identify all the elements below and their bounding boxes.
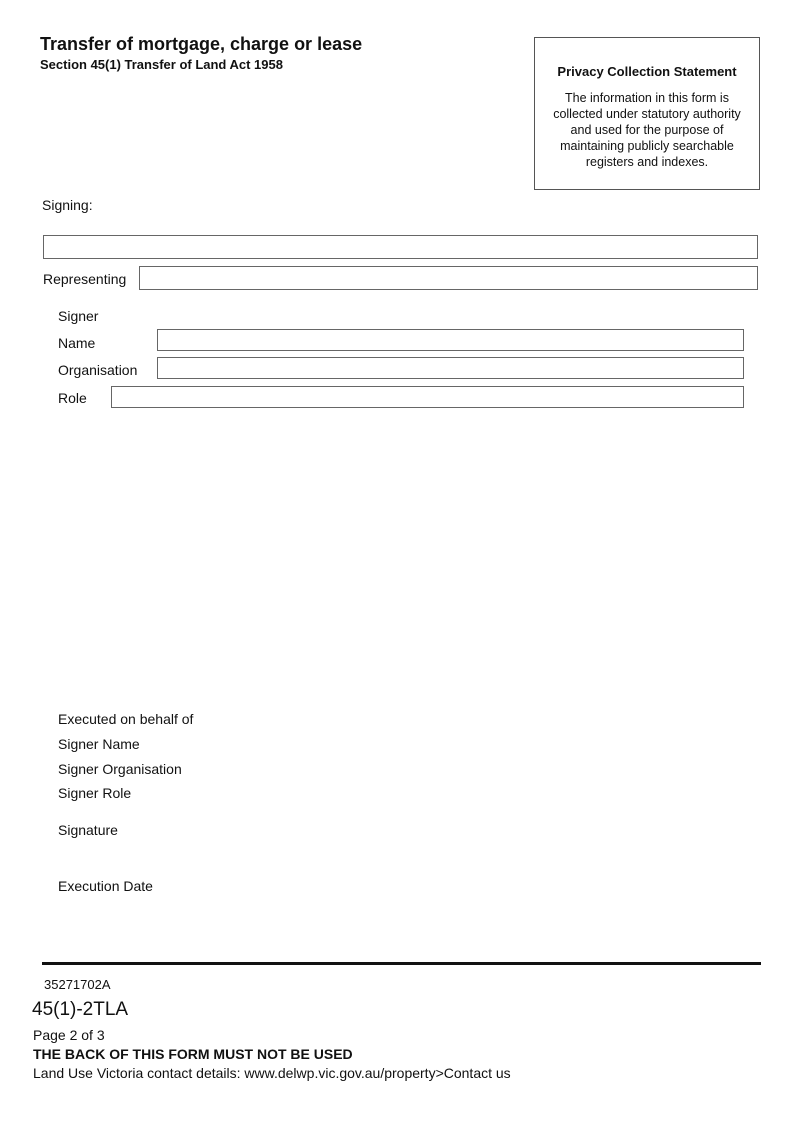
privacy-statement-text: The information in this form is collected under statutory authority and used for the purpose of maintaining publicly searchable registers and indexes. <box>553 91 741 169</box>
signer-role-exec-label: Signer Role <box>58 785 132 801</box>
signer-organisation-label: Organisation <box>58 362 138 378</box>
signer-heading: Signer <box>58 308 99 324</box>
signing-field[interactable] <box>43 235 758 259</box>
page-number: Page 2 of 3 <box>33 1027 105 1043</box>
form-title: Transfer of mortgage, charge or lease <box>40 34 363 54</box>
representing-label: Representing <box>43 271 127 287</box>
footer-divider <box>42 962 761 965</box>
execution-date-label: Execution Date <box>58 878 153 894</box>
signer-role-field[interactable] <box>111 386 744 408</box>
form-subtitle: Section 45(1) Transfer of Land Act 1958 <box>40 57 283 72</box>
signer-name-label: Name <box>58 335 96 351</box>
signer-name-exec-label: Signer Name <box>58 736 140 752</box>
signing-label: Signing: <box>42 197 93 213</box>
document-code: 35271702A <box>44 977 111 992</box>
representing-field[interactable] <box>139 266 758 290</box>
signer-organisation-field[interactable] <box>157 357 744 379</box>
signature-label: Signature <box>58 822 118 838</box>
executed-on-behalf-label: Executed on behalf of <box>58 711 194 727</box>
back-of-form-warning: THE BACK OF THIS FORM MUST NOT BE USED <box>33 1046 353 1062</box>
signer-organisation-exec-label: Signer Organisation <box>58 761 182 777</box>
privacy-statement-box <box>534 37 760 190</box>
signer-name-field[interactable] <box>157 329 744 351</box>
privacy-statement-title: Privacy Collection Statement <box>557 64 737 79</box>
form-id: 45(1)-2TLA <box>32 999 129 1020</box>
contact-details: Land Use Victoria contact details: www.delwp.vic.gov.au/property>Contact us <box>33 1065 511 1081</box>
signer-role-label: Role <box>58 390 87 406</box>
